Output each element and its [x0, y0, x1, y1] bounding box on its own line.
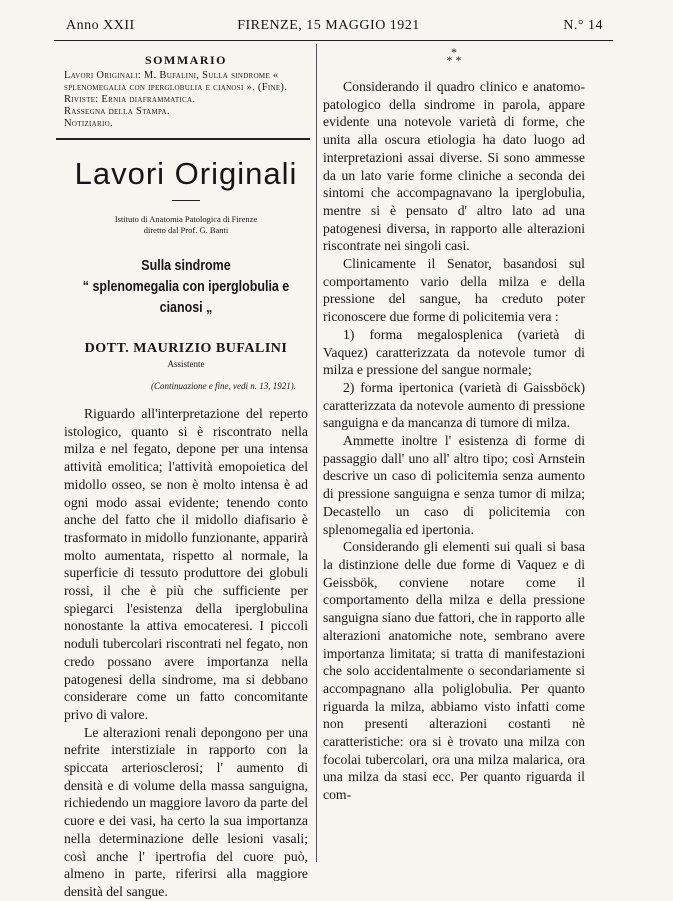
article-title-line1: Sulla sindrome	[141, 258, 231, 274]
author-name: DOTT. MAURIZIO BUFALINI	[84, 341, 288, 356]
sommario-rule	[56, 138, 310, 140]
continuation-note: (Continuazione e fine, vedi n. 13, 1921).	[151, 381, 296, 391]
paragraph: Considerando il quadro clinico e anatomo-patologico della sindrome in parola, appare evidente una notevole varietà di forme, che unita alla oscura etiologia ha dato luogo ad interpretazioni assai diverse. Si sono ammesse da un lato varie forme cliniche a seconda dei sintomi che accompagnavano la iperglobulia, mentre si è pensato d' altro lato ad una patogenesi diversa, in rapporto alle alterazioni riscontrate nei singoli casi.	[323, 79, 585, 254]
numbered-item: 2) forma ipertonica (varietà di Gaissböck) caratterizzata da notevole aumento di pressione sanguigna e da mancanza di tumore di milza.	[323, 379, 585, 431]
article-title-line2: “ splenomegalia con iperglobulia e cianosi „	[82, 279, 290, 316]
paragraph: Considerando gli elementi sui quali si basa la distinzione delle due forme di Vaquez e di Geissbök, conviene notare come il comportamento della milza e della pressione sanguigna siano due fattori, che in rapporto alle alterazioni anatomiche note, sembrano avere importanza limitata; si tratta di manifestazioni che solo accidentalmente o secondariamente si accompagnano alla poliglobulia. Per quanto riguarda la milza, abbiamo visto infatti come non presenti alterazioni costanti nè caratteristiche: ora si è trovato una milza con focolai tubercolari, ora una milza malarica, ora una milza da stasi ecc. Per quanto riguarda il com-	[323, 539, 585, 803]
institute-director: diretto dal Prof. G. Banti	[143, 225, 229, 235]
author-role: Assistente	[167, 359, 205, 369]
header-rule	[54, 40, 613, 41]
sommario-entry: Riviste: Ernia diaframmatica.	[64, 94, 196, 105]
left-column	[64, 44, 308, 901]
issue-number: N.° 14	[563, 18, 603, 33]
right-column	[323, 44, 585, 804]
right-body-text	[323, 78, 585, 804]
sommario-entry: Lavori Originali: M. Bufalini, Sulla sindrome « splenomegalia con iperglobulia e cianosi ». (Fine).	[64, 70, 288, 93]
institute-line: Istituto di Anatomia Patologica di Firenze	[114, 214, 258, 224]
sommario-entry: Rassegna della Stampa.	[64, 106, 170, 117]
page-header	[54, 12, 603, 34]
paragraph: Le alterazioni renali depongono per una nefrite interstiziale in rapporto con la spiccata arteriosclerosi; l' aumento di densità e di volume della massa sanguigna, richiedendo un maggiore lavoro da parte del cuore e dei vasi, ha certo la sua importanza nella determinazione delle lesioni vasali; così anche l' ipertrofia del cuore può, almeno in parte, riferirsi alla maggiore densità del sangue.	[64, 724, 308, 899]
column-divider	[316, 44, 317, 862]
sommario-entry: Notiziario.	[64, 118, 113, 129]
section-title: Lavori Originali	[74, 156, 298, 191]
section-rule	[172, 200, 200, 201]
asterism-glyphs: * * *	[446, 45, 462, 67]
paragraph: Clinicamente il Senator, basandosi sul comportamento vario della milza e della pressione del sangue, ha creduto poter riconoscere due forme di policitemia vera :	[323, 256, 585, 325]
article-title	[81, 256, 291, 319]
sommario-list	[64, 70, 308, 130]
institute	[64, 214, 308, 236]
numbered-item: 1) forma megalosplenica (varietà di Vaquez) caratterizzata da notevole tumor di milza e pressione del sangue normale;	[323, 326, 585, 378]
left-body-text	[64, 405, 308, 901]
sommario-title: SOMMARIO	[145, 53, 227, 67]
asterism	[323, 45, 585, 78]
paragraph: Ammette inoltre l' esistenza di forme di passaggio dall' uno all' altro tipo; così Arnstein descrive un caso di policitemia senza aumento di pressione sanguigna e senza tumor di milza; Decastello un caso di policitemia con splenomegalia ed ipertonia.	[323, 433, 585, 537]
volume-year: Anno XXII	[66, 18, 135, 33]
paragraph: Riguardo all'interpretazione del reperto istologico, quanto si è riscontrato nella milza e nel fegato, depone per una intensa attività emolitica; l'attività emopoietica del midollo osseo, se non è molto intensa è ad ogni modo assai evidente; tenendo conto anche del fatto che il midollo diafisario è trasformato in midollo funzionante, apparirà molto aumentata, rispetto al normale, la superficie di tessuto produttore dei globuli rossi, il che è più che sufficiente per spiegarci l'esistenza della iperglobulina nonostante la attiva emocateresi. I piccoli noduli tubercolari riscontrati nel fegato, non credo possano avere importanza nella patogenesi della sindrome, ma si debbano considerare come un fatto concomitante privo di valore.	[64, 406, 308, 722]
place-date: FIRENZE, 15 MAGGIO 1921	[237, 18, 420, 33]
